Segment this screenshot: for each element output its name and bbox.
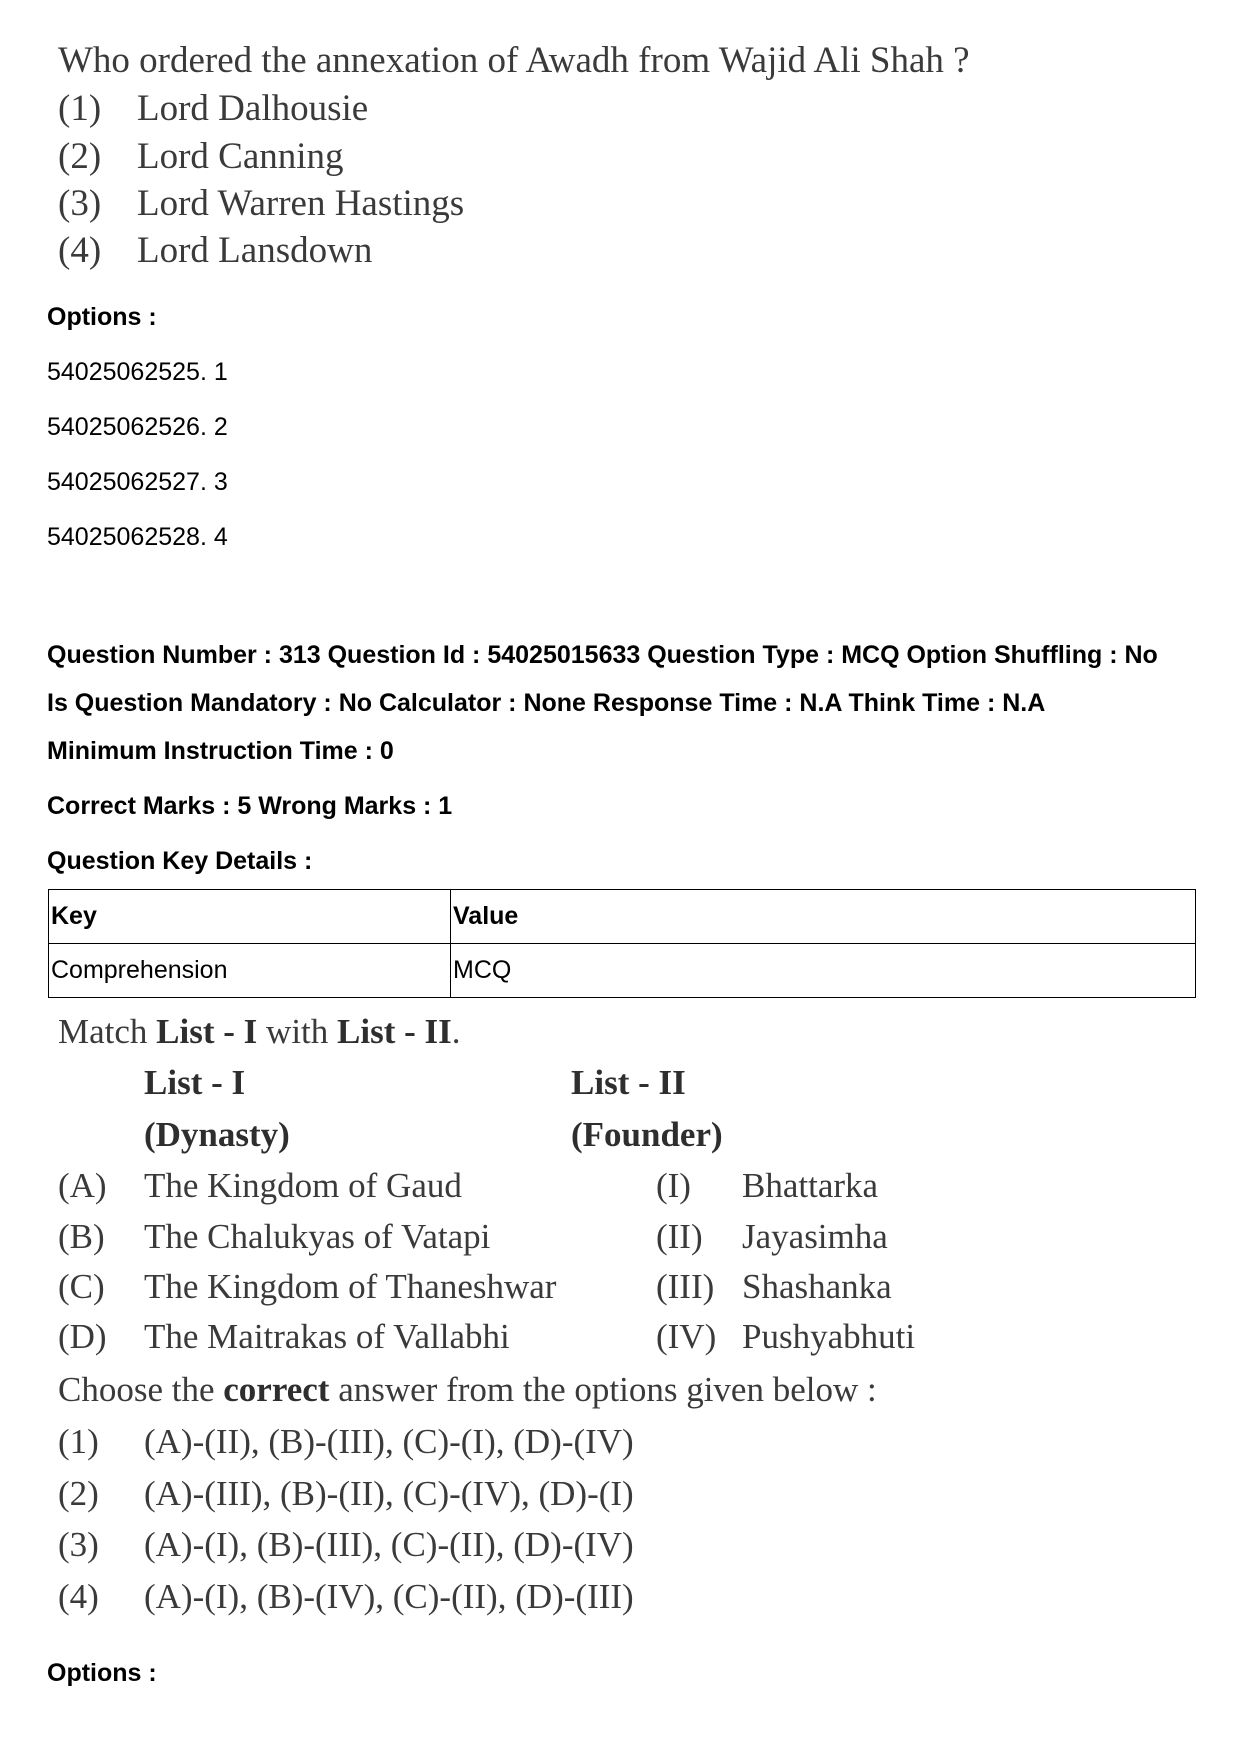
answer-num: (1) xyxy=(58,1422,99,1461)
row-label: (A) xyxy=(58,1166,107,1205)
roman-label: (III) xyxy=(656,1267,715,1306)
table-header-row xyxy=(49,890,1196,944)
table-header-key: Key xyxy=(49,890,451,944)
choice-text: Lord Warren Hastings xyxy=(137,183,465,224)
list1-title: List - I xyxy=(144,1063,246,1102)
option-item: 54025062526. 2 xyxy=(47,413,228,441)
list1-subtitle: (Dynasty) xyxy=(144,1115,290,1154)
question-meta-line3: Minimum Instruction Time : 0 xyxy=(47,737,394,765)
table-cell: Comprehension xyxy=(49,944,451,998)
row-label: (D) xyxy=(58,1317,107,1356)
option-item: 54025062527. 3 xyxy=(47,468,228,496)
table-header-value: Value xyxy=(451,890,1196,944)
options-label: Options : xyxy=(47,1659,157,1687)
choice-text: Lord Lansdown xyxy=(137,230,373,271)
key-details-table xyxy=(48,889,1196,998)
list2-title: List - II xyxy=(571,1063,686,1102)
choice-num: (2) xyxy=(58,136,102,177)
list2-subtitle: (Founder) xyxy=(571,1115,723,1154)
founder-item: Bhattarka xyxy=(742,1166,879,1205)
dynasty-item: The Kingdom of Thaneshwar xyxy=(144,1267,557,1306)
choose-instruction: Choose the correct answer from the options given below : xyxy=(58,1370,877,1409)
choice-text: Lord Dalhousie xyxy=(137,88,369,129)
choice-num: (3) xyxy=(58,183,102,224)
answer-text: (A)-(I), (B)-(III), (C)-(II), (D)-(IV) xyxy=(144,1525,634,1564)
founder-item: Shashanka xyxy=(742,1267,892,1306)
match-stem: Match List - I with List - II. xyxy=(58,1012,461,1051)
marks-line: Correct Marks : 5 Wrong Marks : 1 xyxy=(47,792,453,820)
key-details-label: Question Key Details : xyxy=(47,847,313,875)
answer-num: (2) xyxy=(58,1474,99,1513)
row-label: (B) xyxy=(58,1217,105,1256)
table-row xyxy=(49,944,1196,998)
question-meta-line1: Question Number : 313 Question Id : 54025015633 Question Type : MCQ Option Shuffling : No xyxy=(47,641,1158,669)
answer-text: (A)-(III), (B)-(II), (C)-(IV), (D)-(I) xyxy=(144,1474,634,1513)
answer-text: (A)-(I), (B)-(IV), (C)-(II), (D)-(III) xyxy=(144,1577,634,1616)
founder-item: Pushyabhuti xyxy=(742,1317,916,1356)
option-item: 54025062525. 1 xyxy=(47,358,228,386)
question-stem: Who ordered the annexation of Awadh from Wajid Ali Shah ? xyxy=(58,40,970,81)
choice-num: (1) xyxy=(58,88,102,129)
answer-text: (A)-(II), (B)-(III), (C)-(I), (D)-(IV) xyxy=(144,1422,634,1461)
roman-label: (I) xyxy=(656,1166,691,1205)
roman-label: (IV) xyxy=(656,1317,717,1356)
option-item: 54025062528. 4 xyxy=(47,523,228,551)
options-label: Options : xyxy=(47,303,157,331)
question-meta-line2: Is Question Mandatory : No Calculator : None Response Time : N.A Think Time : N.A xyxy=(47,689,1046,717)
answer-num: (4) xyxy=(58,1577,99,1616)
row-label: (C) xyxy=(58,1267,105,1306)
answer-num: (3) xyxy=(58,1525,99,1564)
dynasty-item: The Maitrakas of Vallabhi xyxy=(144,1317,510,1356)
table-cell: MCQ xyxy=(451,944,1196,998)
founder-item: Jayasimha xyxy=(742,1217,888,1256)
dynasty-item: The Chalukyas of Vatapi xyxy=(144,1217,491,1256)
roman-label: (II) xyxy=(656,1217,703,1256)
choice-num: (4) xyxy=(58,230,102,271)
choice-text: Lord Canning xyxy=(137,136,344,177)
dynasty-item: The Kingdom of Gaud xyxy=(144,1166,462,1205)
